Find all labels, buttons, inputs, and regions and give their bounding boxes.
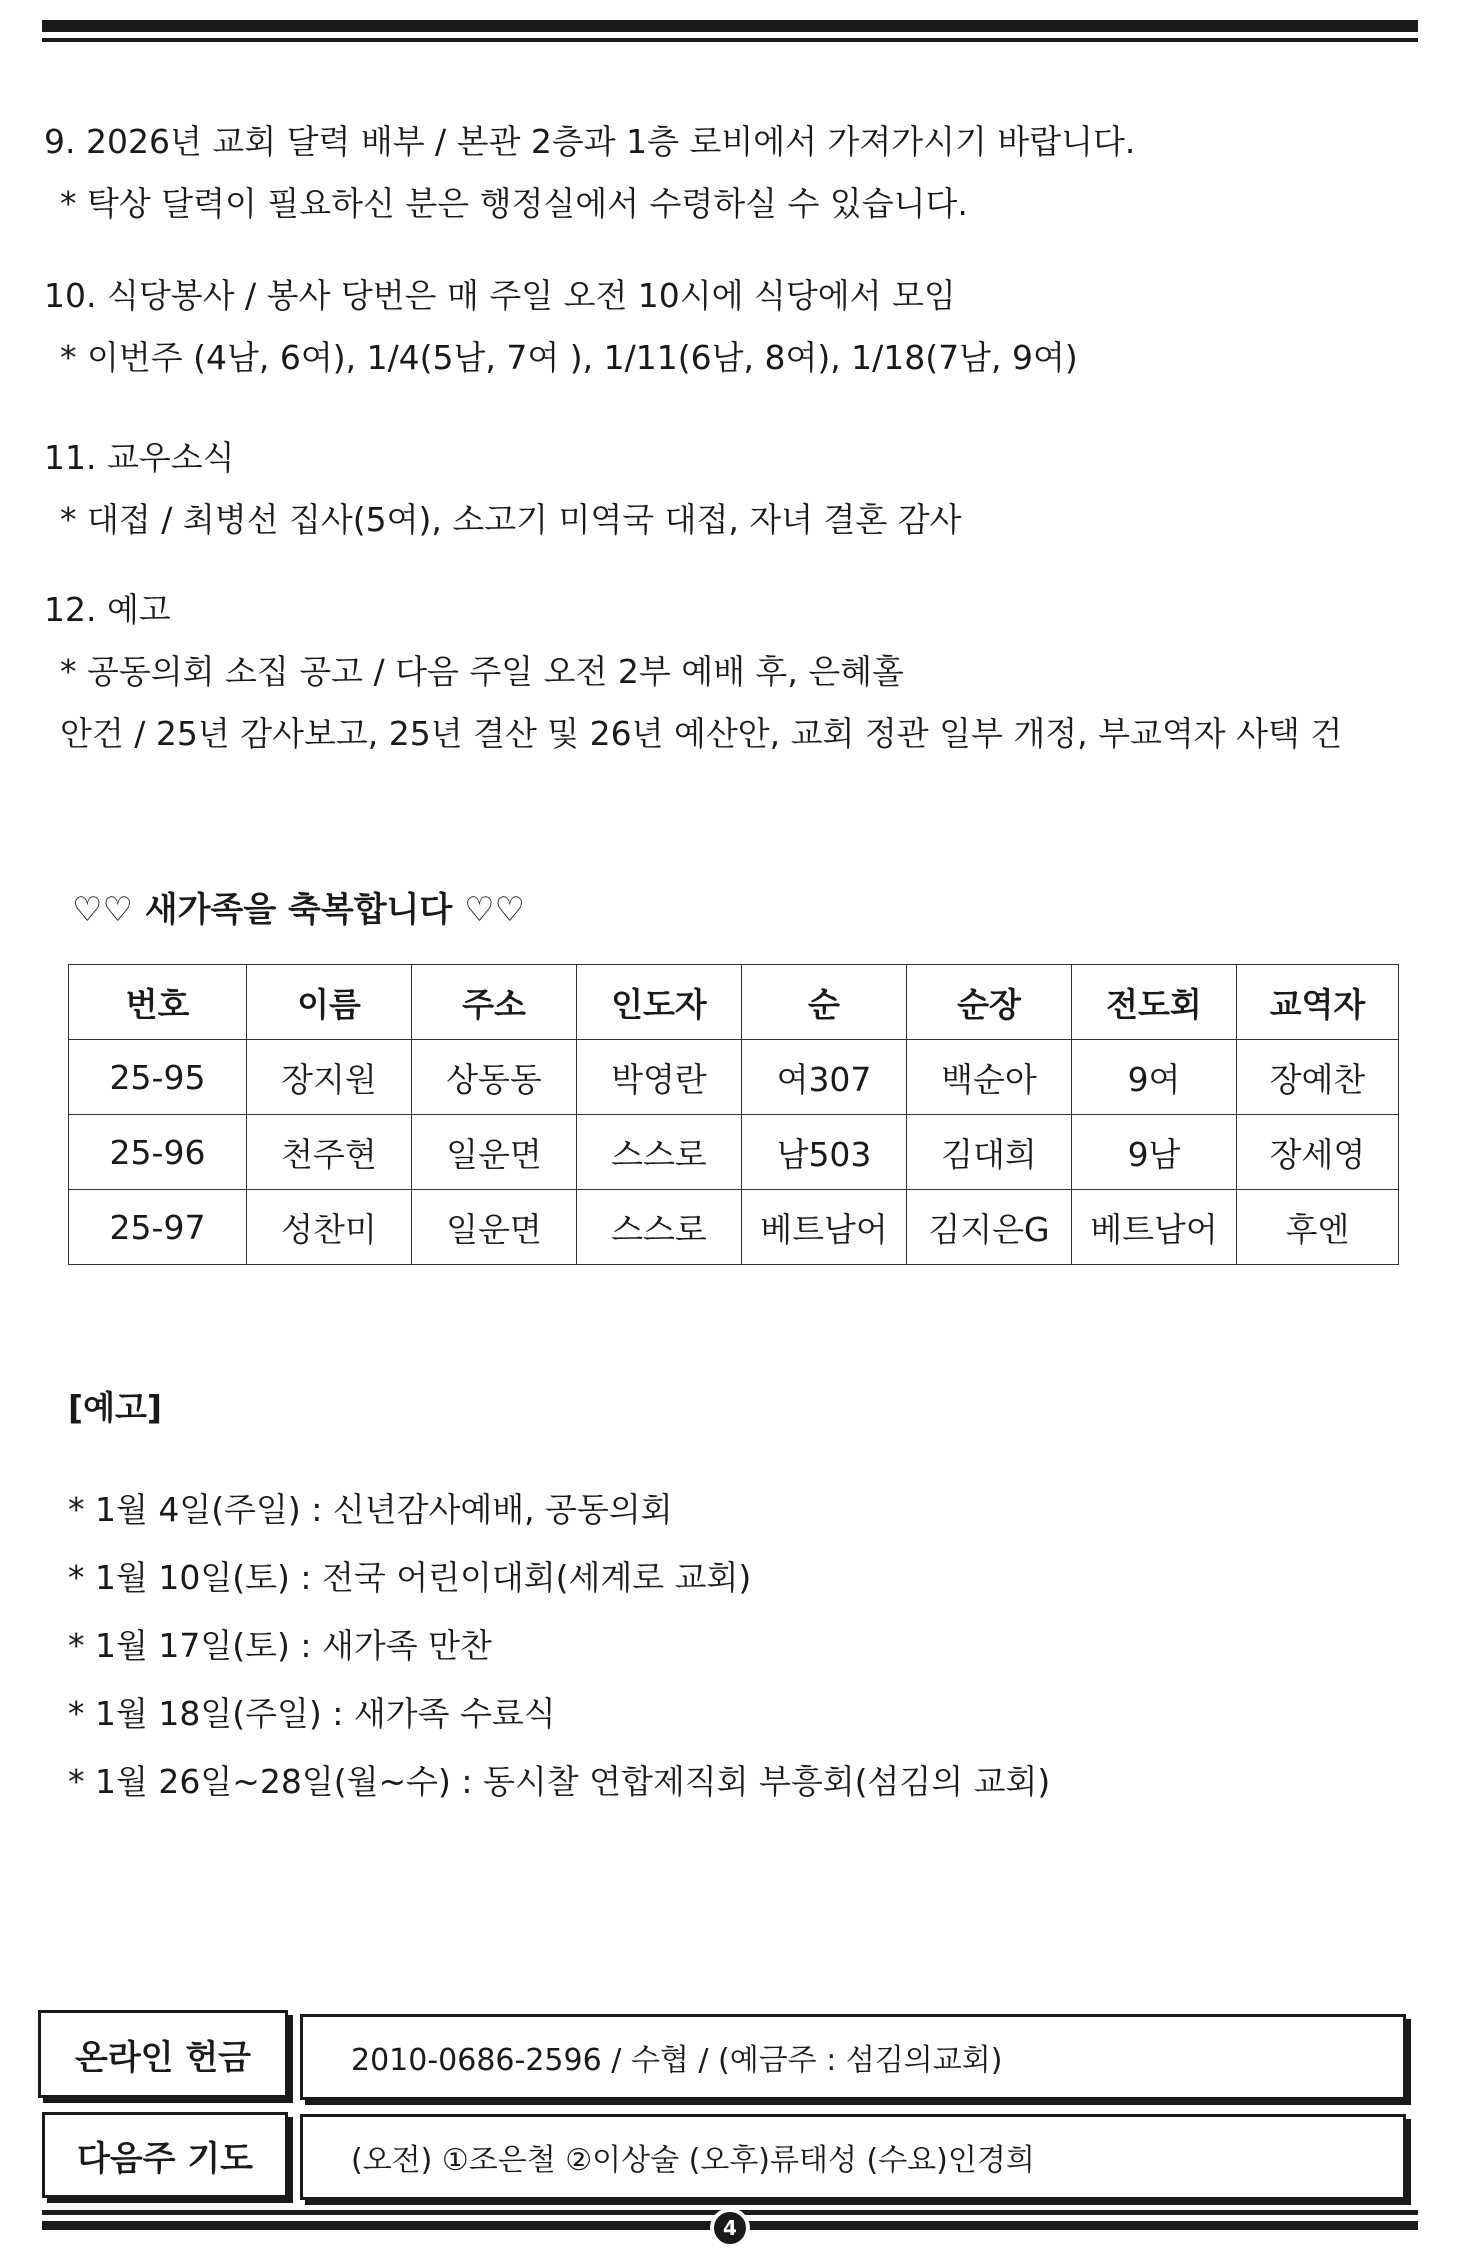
- header-group: 순: [742, 965, 907, 1040]
- table-header-row: [69, 965, 1399, 1040]
- table-cell: 스스로: [577, 1115, 742, 1190]
- top-rule: [42, 20, 1418, 42]
- online-offering-label: 온라인 헌금: [38, 2010, 288, 2098]
- notice-11: 11. 교우소식: [44, 438, 235, 477]
- notice-12-detail: * 공동의회 소집 공고 / 다음 주일 오전 2부 예배 후, 은혜홀: [60, 652, 904, 691]
- preview-item: * 1월 26일~28일(월~수) : 동시찰 연합제직회 부흥회(섬김의 교회): [68, 1762, 1051, 1801]
- table-cell: 박영란: [577, 1040, 742, 1115]
- page-number: 4: [710, 2208, 750, 2248]
- notice-11-detail: * 대접 / 최병선 집사(5여), 소고기 미역국 대접, 자녀 결혼 감사: [60, 500, 962, 539]
- table-cell: 장예찬: [1237, 1040, 1399, 1115]
- table-cell: 베트남어: [1072, 1190, 1237, 1265]
- table-row: [69, 1115, 1399, 1190]
- table-cell: 일운면: [412, 1190, 577, 1265]
- preview-item: * 1월 17일(토) : 새가족 만찬: [68, 1626, 492, 1665]
- table-cell: 25-96: [69, 1115, 247, 1190]
- notice-10-detail: * 이번주 (4남, 6여), 1/4(5남, 7여 ), 1/11(6남, 8여), 1/18(7남, 9여): [60, 338, 1078, 377]
- table-cell: 김대희: [907, 1115, 1072, 1190]
- table-row: [69, 1190, 1399, 1265]
- table-cell: 천주현: [247, 1115, 412, 1190]
- table-cell: 상동동: [412, 1040, 577, 1115]
- header-pastor: 교역자: [1237, 965, 1399, 1040]
- table-cell: 스스로: [577, 1190, 742, 1265]
- header-number: 번호: [69, 965, 247, 1040]
- table-cell: 백순아: [907, 1040, 1072, 1115]
- preview-title: [예고]: [68, 1388, 162, 1427]
- notice-10: 10. 식당봉사 / 봉사 당번은 매 주일 오전 10시에 식당에서 모임: [44, 276, 956, 315]
- notice-12-agenda: 안건 / 25년 감사보고, 25년 결산 및 26년 예산안, 교회 정관 일부 개정, 부교역자 사택 건: [60, 714, 1343, 753]
- table-cell: 25-95: [69, 1040, 247, 1115]
- preview-item: * 1월 10일(토) : 전국 어린이대회(세계로 교회): [68, 1558, 752, 1597]
- table-cell: 장지원: [247, 1040, 412, 1115]
- table-cell: 김지은G: [907, 1190, 1072, 1265]
- next-prayer-names: (오전) ①조은철 ②이상술 (오후)류태성 (수요)인경희: [300, 2114, 1406, 2200]
- table-cell: 25-97: [69, 1190, 247, 1265]
- online-offering-account: 2010-0686-2596 / 수협 / (예금주 : 섬김의교회): [300, 2014, 1406, 2100]
- preview-item: * 1월 18일(주일) : 새가족 수료식: [68, 1694, 556, 1733]
- notice-12: 12. 예고: [44, 590, 171, 629]
- table-row: [69, 1040, 1399, 1115]
- header-guide: 인도자: [577, 965, 742, 1040]
- notice-9-detail: * 탁상 달력이 필요하신 분은 행정실에서 수령하실 수 있습니다.: [60, 184, 968, 223]
- preview-item: * 1월 4일(주일) : 신년감사예배, 공동의회: [68, 1490, 673, 1529]
- table-cell: 9남: [1072, 1115, 1237, 1190]
- table-cell: 9여: [1072, 1040, 1237, 1115]
- table-cell: 성찬미: [247, 1190, 412, 1265]
- table-cell: 장세영: [1237, 1115, 1399, 1190]
- new-family-table: [68, 964, 1399, 1265]
- header-group-leader: 순장: [907, 965, 1072, 1040]
- table-cell: 여307: [742, 1040, 907, 1115]
- table-cell: 남503: [742, 1115, 907, 1190]
- header-address: 주소: [412, 965, 577, 1040]
- notice-9: 9. 2026년 교회 달력 배부 / 본관 2층과 1층 로비에서 가져가시기 바랍니다.: [44, 122, 1136, 161]
- header-name: 이름: [247, 965, 412, 1040]
- header-mission-society: 전도회: [1072, 965, 1237, 1040]
- table-cell: 베트남어: [742, 1190, 907, 1265]
- new-family-title: ♡♡ 새가족을 축복합니다 ♡♡: [72, 890, 526, 930]
- next-prayer-label: 다음주 기도: [42, 2112, 288, 2198]
- table-cell: 일운면: [412, 1115, 577, 1190]
- table-cell: 후엔: [1237, 1190, 1399, 1265]
- bottom-rule: [42, 2208, 1418, 2240]
